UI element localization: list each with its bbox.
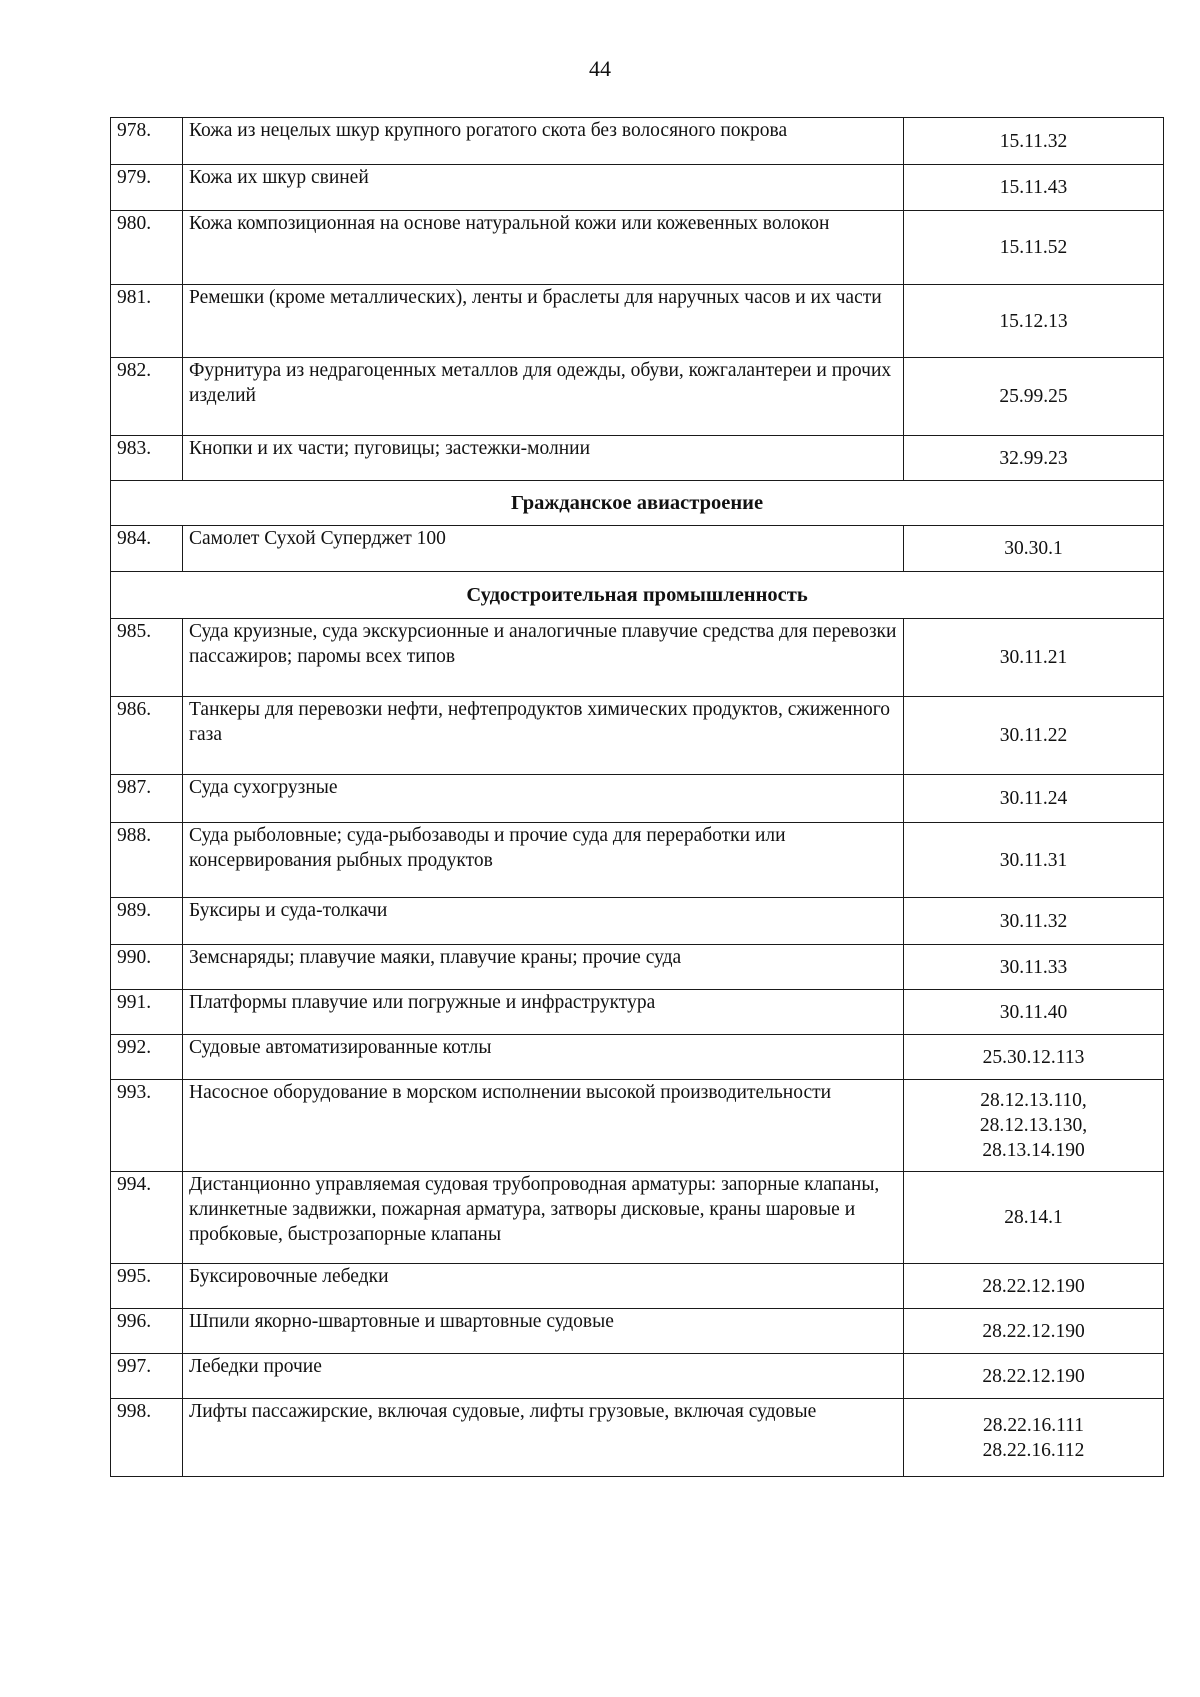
row-number: 981. xyxy=(111,285,183,358)
okpd-code-cell xyxy=(904,358,1164,436)
table-row xyxy=(111,526,1164,572)
row-number: 994. xyxy=(111,1172,183,1264)
row-number: 997. xyxy=(111,1354,183,1399)
row-number: 982. xyxy=(111,358,183,436)
table-row xyxy=(111,1035,1164,1080)
row-number: 988. xyxy=(111,823,183,898)
okpd-code-cell xyxy=(904,823,1164,898)
okpd-code-cell xyxy=(904,1264,1164,1309)
section-header-row xyxy=(111,481,1164,526)
okpd-code: 30.11.32 xyxy=(999,910,1068,932)
item-name: Дистанционно управляемая судовая трубопроводная арматуры: запорные клапаны, клинкетные задвижки, пожарная арматура, затворы дисковые, краны шаровые и пробковые, быстрозапорные клапаны xyxy=(183,1172,904,1264)
okpd-code-cell xyxy=(904,436,1164,481)
okpd-code: 30.11.21 xyxy=(999,647,1068,668)
okpd-code-cell xyxy=(904,898,1164,945)
okpd-code: 25.30.12.113 xyxy=(982,1046,1085,1068)
item-name: Кнопки и их части; пуговицы; застежки-молнии xyxy=(183,436,904,481)
item-name: Лифты пассажирские, включая судовые, лифты грузовые, включая судовые xyxy=(183,1399,904,1477)
item-name: Платформы плавучие или погружные и инфраструктура xyxy=(183,990,904,1035)
okpd-code: 28.14.1 xyxy=(1004,1207,1063,1228)
okpd-code: 28.22.12.190 xyxy=(982,1320,1085,1342)
okpd-code: 25.99.25 xyxy=(999,386,1068,407)
okpd-code: 30.11.31 xyxy=(999,849,1068,871)
item-name: Лебедки прочие xyxy=(183,1354,904,1399)
okpd-code: 28.22.12.190 xyxy=(982,1275,1085,1297)
okpd-code-cell xyxy=(904,285,1164,358)
section-title: Гражданское авиастроение xyxy=(111,481,1164,526)
okpd-code-cell xyxy=(904,1035,1164,1080)
item-name: Кожа композиционная на основе натуральной кожи или кожевенных волокон xyxy=(183,211,904,285)
item-name: Суда круизные, суда экскурсионные и аналогичные плавучие средства для перевозки пассажиров; паромы всех типов xyxy=(183,619,904,697)
okpd-code-cell xyxy=(904,697,1164,775)
okpd-code: 28.12.13.130, xyxy=(979,1115,1088,1136)
okpd-code-cell xyxy=(904,211,1164,285)
row-number: 991. xyxy=(111,990,183,1035)
row-number: 992. xyxy=(111,1035,183,1080)
table-row xyxy=(111,1399,1164,1477)
table-row xyxy=(111,775,1164,823)
okpd-code-cell xyxy=(904,1080,1164,1172)
okpd-code: 28.22.16.111 xyxy=(983,1414,1084,1436)
row-number: 979. xyxy=(111,165,183,211)
row-number: 993. xyxy=(111,1080,183,1172)
item-name: Насосное оборудование в морском исполнении высокой производительности xyxy=(183,1080,904,1172)
item-name: Земснаряды; плавучие маяки, плавучие краны; прочие суда xyxy=(183,945,904,990)
table-row xyxy=(111,165,1164,211)
okpd-code-cell xyxy=(904,945,1164,990)
row-number: 980. xyxy=(111,211,183,285)
table-row xyxy=(111,1354,1164,1399)
table-row xyxy=(111,436,1164,481)
okpd-code: 28.22.16.112 xyxy=(982,1439,1085,1461)
okpd-code: 30.11.22 xyxy=(999,725,1068,746)
item-name: Буксировочные лебедки xyxy=(183,1264,904,1309)
okpd-code-cell xyxy=(904,118,1164,165)
okpd-code: 15.11.52 xyxy=(999,237,1068,258)
table-row xyxy=(111,1172,1164,1264)
item-name: Буксиры и суда-толкачи xyxy=(183,898,904,945)
item-name: Танкеры для перевозки нефти, нефтепродуктов химических продуктов, сжиженного газа xyxy=(183,697,904,775)
table-row xyxy=(111,619,1164,697)
item-name: Кожа из нецелых шкур крупного рогатого скота без волосяного покрова xyxy=(183,118,904,165)
okpd-code: 15.11.32 xyxy=(999,130,1068,152)
okpd-code-cell xyxy=(904,990,1164,1035)
item-name: Кожа их шкур свиней xyxy=(183,165,904,211)
item-name: Ремешки (кроме металлических), ленты и браслеты для наручных часов и их части xyxy=(183,285,904,358)
okpd-code: 15.12.13 xyxy=(999,310,1068,332)
okpd-code-cell xyxy=(904,775,1164,823)
okpd-code-cell xyxy=(904,1172,1164,1264)
row-number: 986. xyxy=(111,697,183,775)
section-title: Судостроительная промышленность xyxy=(111,572,1164,619)
row-number: 983. xyxy=(111,436,183,481)
okpd-code-cell xyxy=(904,165,1164,211)
okpd-code: 28.22.12.190 xyxy=(982,1365,1085,1387)
row-number: 989. xyxy=(111,898,183,945)
row-number: 978. xyxy=(111,118,183,165)
row-number: 996. xyxy=(111,1309,183,1354)
items-table xyxy=(110,117,1164,1477)
table-row xyxy=(111,1264,1164,1309)
okpd-code-cell xyxy=(904,1309,1164,1354)
table-row xyxy=(111,823,1164,898)
okpd-code: 30.30.1 xyxy=(1004,538,1063,559)
row-number: 995. xyxy=(111,1264,183,1309)
okpd-code: 30.11.40 xyxy=(999,1001,1068,1023)
okpd-code-cell xyxy=(904,619,1164,697)
table-row xyxy=(111,358,1164,436)
okpd-code: 28.12.13.110, xyxy=(980,1090,1087,1111)
row-number: 990. xyxy=(111,945,183,990)
row-number: 987. xyxy=(111,775,183,823)
table-row xyxy=(111,697,1164,775)
page-number: 44 xyxy=(589,56,611,81)
okpd-code-cell xyxy=(904,1354,1164,1399)
okpd-code: 30.11.24 xyxy=(999,788,1068,809)
okpd-code: 15.11.43 xyxy=(999,177,1068,198)
section-header-row xyxy=(111,572,1164,619)
table-row xyxy=(111,1309,1164,1354)
okpd-code-cell xyxy=(904,1399,1164,1477)
item-name: Судовые автоматизированные котлы xyxy=(183,1035,904,1080)
table-row xyxy=(111,898,1164,945)
item-name: Самолет Сухой Суперджет 100 xyxy=(183,526,904,572)
item-name: Суда рыболовные; суда-рыбозаводы и прочие суда для переработки или консервирования рыбных продуктов xyxy=(183,823,904,898)
okpd-code: 30.11.33 xyxy=(999,956,1068,978)
okpd-code-cell xyxy=(904,526,1164,572)
table-row xyxy=(111,285,1164,358)
okpd-code: 28.13.14.190 xyxy=(982,1140,1085,1161)
okpd-code: 32.99.23 xyxy=(999,447,1068,469)
item-name: Суда сухогрузные xyxy=(183,775,904,823)
row-number: 998. xyxy=(111,1399,183,1477)
table-row xyxy=(111,118,1164,165)
table-row xyxy=(111,990,1164,1035)
row-number: 984. xyxy=(111,526,183,572)
item-name: Шпили якорно-швартовные и швартовные судовые xyxy=(183,1309,904,1354)
item-name: Фурнитура из недрагоценных металлов для одежды, обуви, кожгалантереи и прочих изделий xyxy=(183,358,904,436)
table-body xyxy=(111,118,1164,1477)
table-row xyxy=(111,211,1164,285)
row-number: 985. xyxy=(111,619,183,697)
table-row xyxy=(111,1080,1164,1172)
table-row xyxy=(111,945,1164,990)
